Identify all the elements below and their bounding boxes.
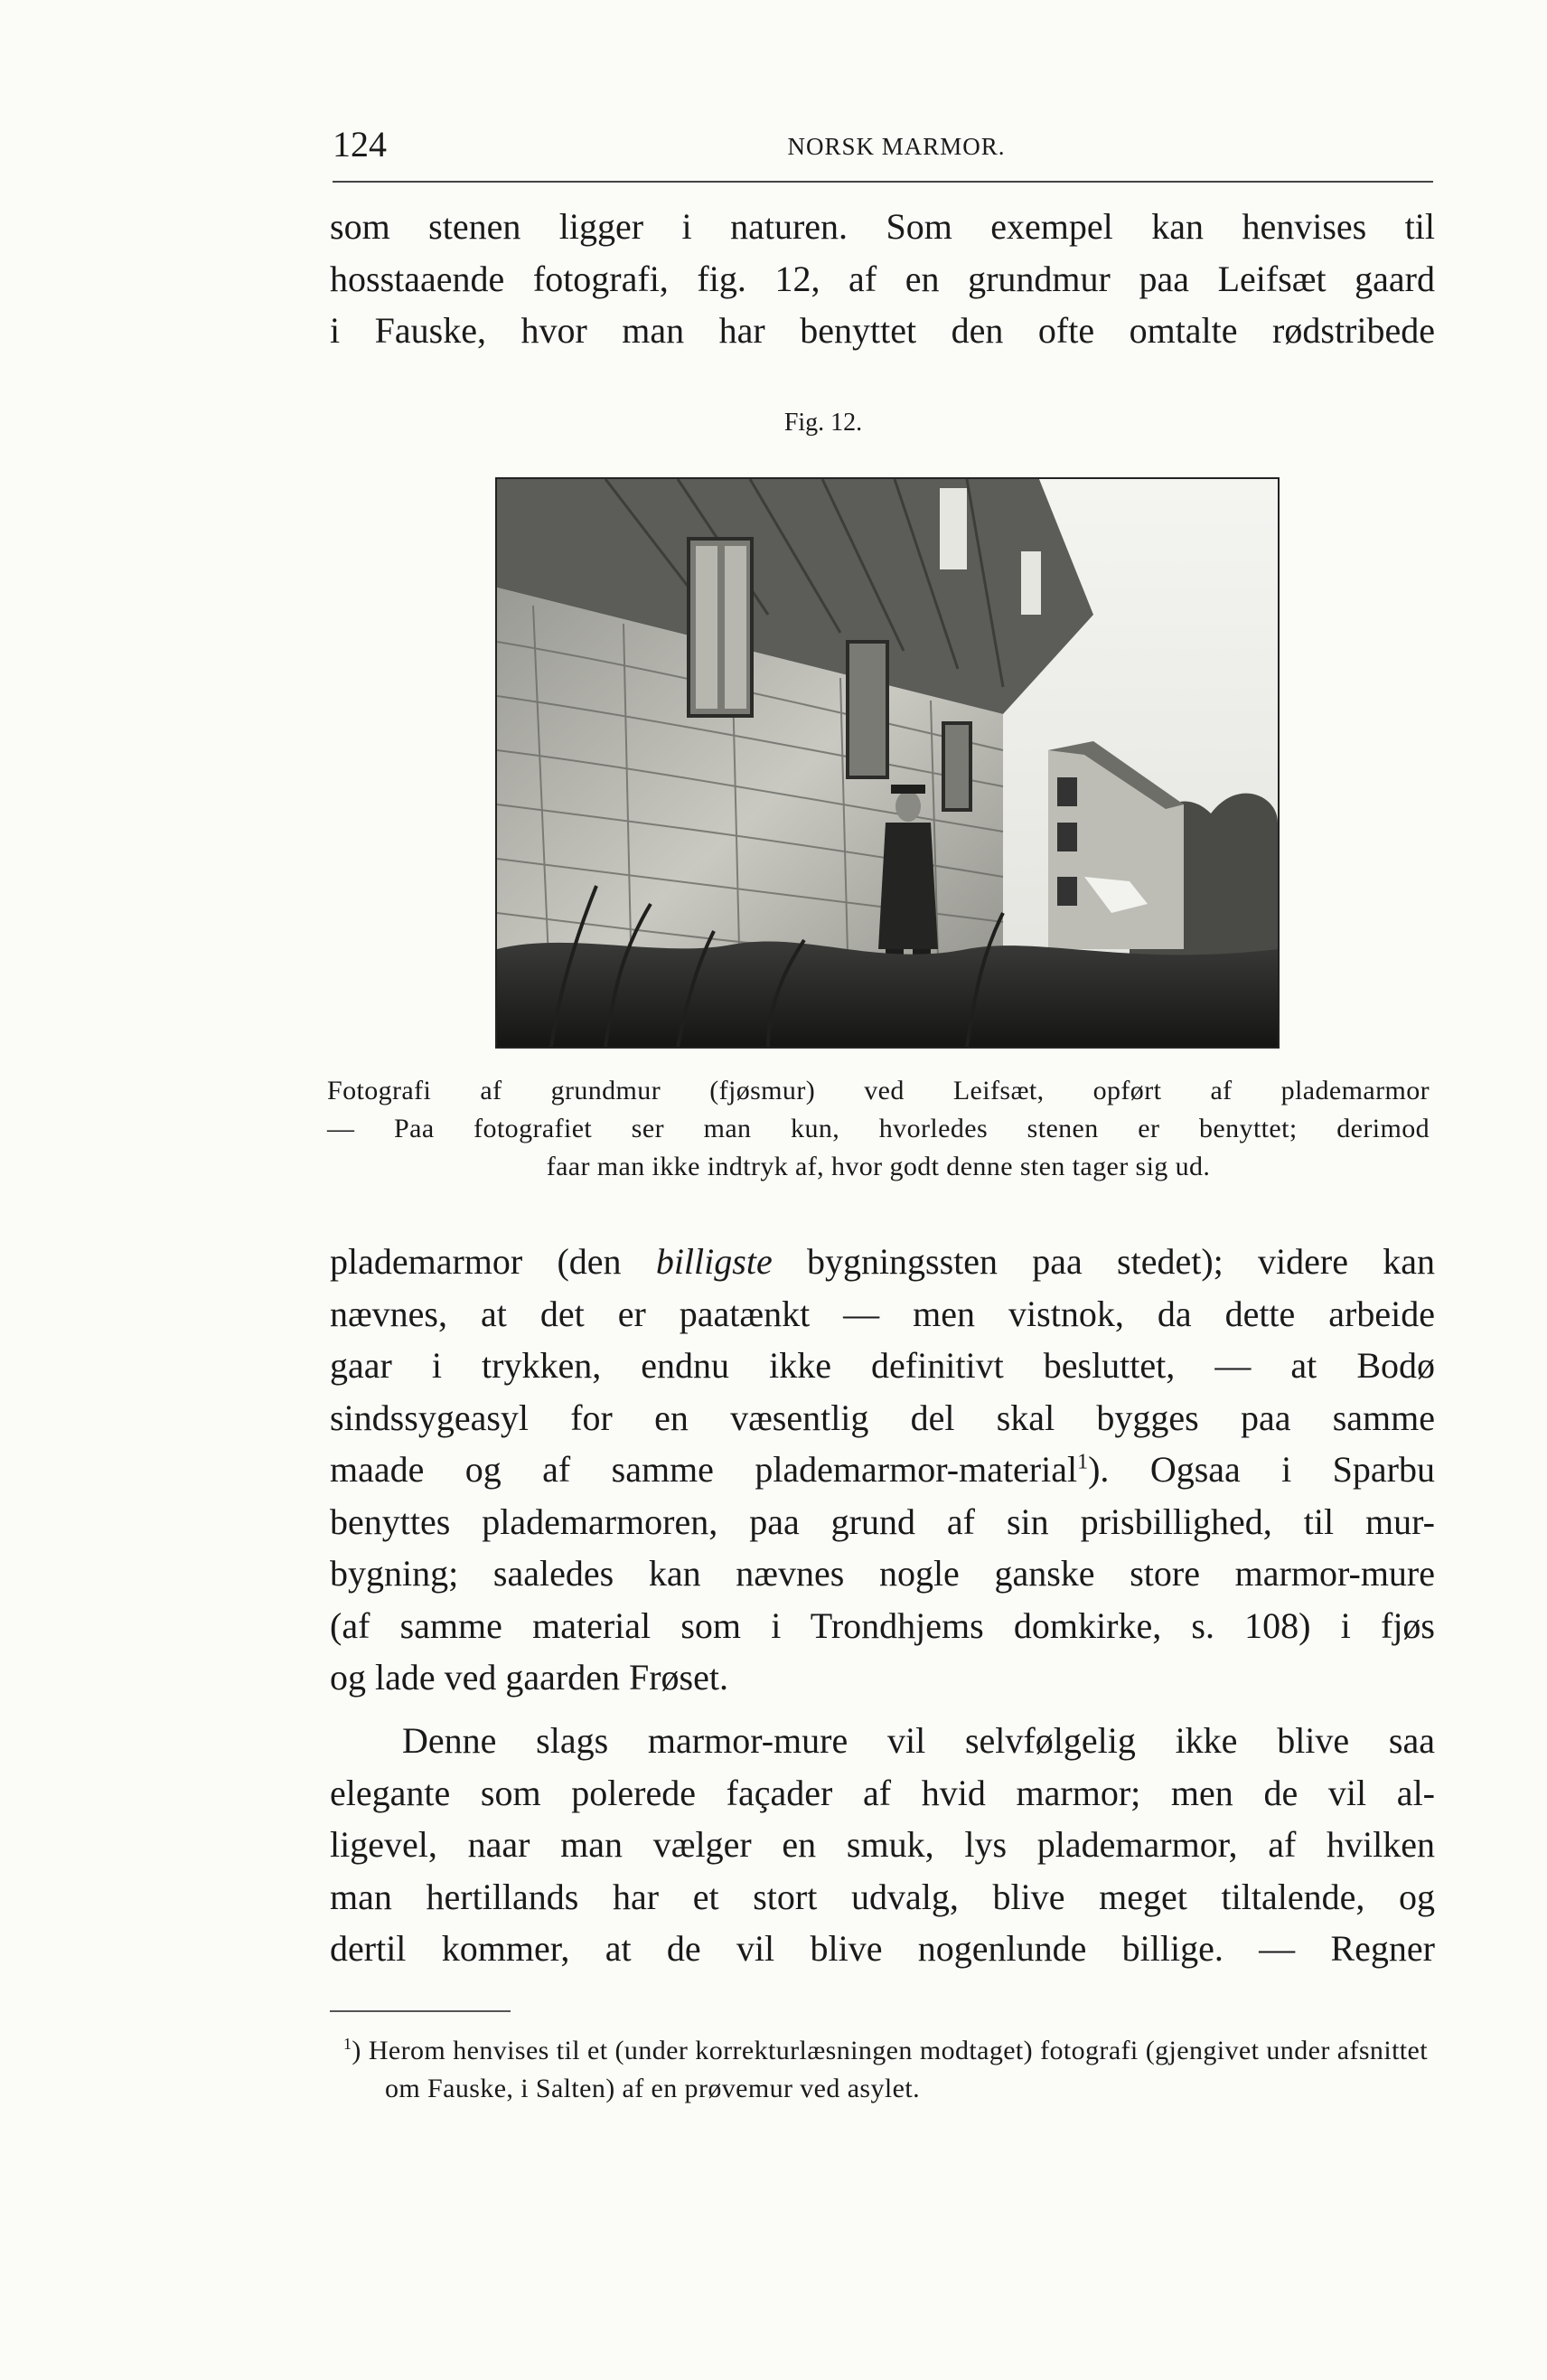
paragraph-main <box>330 1236 1435 1704</box>
text-line: (af samme material som i Trondhjems domkirke, s. 108) i fjøs <box>330 1604 1435 1646</box>
figure-label: Fig. 12. <box>783 409 863 437</box>
footnote-body: Herom henvises til et (under korrekturlæsningen modtaget) fotografi (gjengivet under afsnittet om Fauske, i Salten) af en prøvemur ved asylet. <box>368 2036 1428 2103</box>
text-segment: plademarmor (den <box>330 1241 656 1282</box>
running-title: NORSK MARMOR. <box>787 133 1006 160</box>
footnote-rule <box>330 2010 511 2012</box>
text-line: Denne slags marmor-mure vil selvfølgelig ikke blive saa <box>402 1720 1435 1761</box>
photograph-image <box>497 479 1278 1047</box>
text-line: og lade ved gaarden Frøset. <box>330 1657 728 1698</box>
caption-line: faar man ikke indtryk af, hvor godt denne sten tager sig ud. <box>546 1152 1211 1181</box>
footnote <box>343 2032 1428 2108</box>
footnote-marker: 1 <box>343 2035 352 2053</box>
emphasized-word: billigste <box>655 1241 773 1282</box>
text-line: benyttes plademarmoren, paa grund af sin prisbillighed, til mur- <box>330 1500 1435 1542</box>
text-line <box>330 1236 1435 1288</box>
caption-line: — Paa fotografiet ser man kun, hvorledes stenen er benyttet; derimod <box>327 1114 1430 1143</box>
text-line: sindssygeasyl for en væsentlig del skal bygges paa samme <box>330 1397 1435 1438</box>
text-line <box>330 1444 1435 1496</box>
text-line: ligevel, naar man vælger en smuk, lys plademarmor, af hvilken <box>330 1824 1435 1865</box>
header-rule <box>333 181 1433 183</box>
text-line: hosstaaende fotografi, fig. 12, af en grundmur paa Leifsæt gaard <box>330 258 1435 299</box>
caption-line: Fotografi af grundmur (fjøsmur) ved Leifsæt, opført af plademarmor <box>327 1076 1430 1105</box>
figure-photograph <box>495 477 1280 1049</box>
paragraph-top <box>330 201 1435 357</box>
footnote-reference[interactable]: 1 <box>1077 1450 1089 1474</box>
text-line: dertil kommer, at de vil blive nogenlunde billige. — Regner <box>330 1928 1435 1969</box>
footnote-text: $^1$) Herom henvises til et (under korrekturlæsningen modtaget) fotografi (gjengivet under afsnittet om Fauske, i Salten) af en prøvemur ved asylet. <box>343 2035 1428 2103</box>
paragraph-second <box>330 1715 1435 1975</box>
text-line: nævnes, at det er paatænkt — men vistnok, da dette arbeide <box>330 1293 1435 1334</box>
figure-caption <box>327 1072 1430 1186</box>
text-line: elegante som polerede façader af hvid marmor; men de vil al- <box>330 1772 1435 1813</box>
text-segment: bygningssten paa stedet); videre kan <box>772 1241 1435 1282</box>
text-line: som stenen ligger i naturen. Som exempel kan henvises til <box>330 206 1435 247</box>
text-line: i Fauske, hvor man har benyttet den ofte omtalte rødstribede <box>330 310 1435 351</box>
text-line: gaar i trykken, endnu ikke definitivt besluttet, — at Bodø <box>330 1345 1435 1386</box>
text-segment: ). Ogsaa i Sparbu <box>1088 1449 1435 1490</box>
text-line: bygning; saaledes kan nævnes nogle ganske store marmor-mure <box>330 1553 1435 1594</box>
page-number: 124 <box>333 124 387 165</box>
text-line: man hertillands har et stort udvalg, blive meget tiltalende, og <box>330 1876 1435 1917</box>
text-segment: maade og af samme plademarmor-material <box>330 1449 1078 1490</box>
running-head <box>333 123 1433 166</box>
